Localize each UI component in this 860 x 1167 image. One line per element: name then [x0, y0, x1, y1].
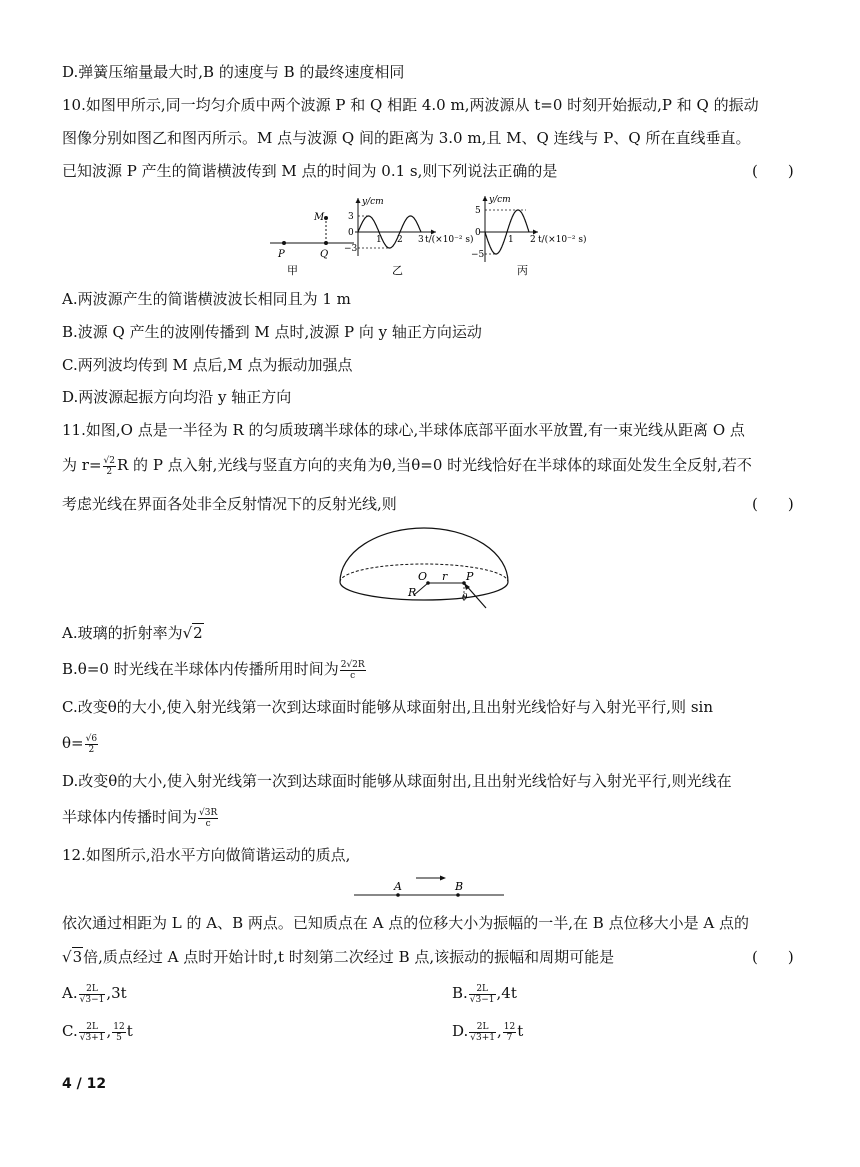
q11-r-frac-den: 2 — [106, 466, 113, 477]
q12-option-c-num2: 12 — [113, 1021, 125, 1032]
q12-figure — [354, 872, 506, 900]
q12-option-d-den2: 7 — [506, 1032, 513, 1043]
q12-stem3-text: 倍,质点经过 A 点时开始计时,t 时刻第二次经过 B 点,该振动的振幅和周期可能是 — [83, 948, 615, 966]
bing-tick-0: 0 — [475, 228, 481, 238]
q12-sqrt3-radicand: 3 — [72, 948, 83, 966]
q10-option-d: D.两波源起振方向均沿 y 轴正方向 — [62, 388, 292, 406]
q12-option-a-tail: ,3t — [106, 984, 127, 1002]
q10-option-a: A.两波源产生的简谐横波波长相同且为 1 m — [62, 290, 351, 308]
yi-t-tick-2: 2 — [397, 235, 403, 245]
q12-option-b-tail: ,4t — [496, 984, 517, 1002]
q11-option-d-text: 半球体内传播时间为 — [62, 808, 198, 826]
label-b: B — [455, 880, 464, 893]
q12-option-c-tail: t — [126, 1022, 133, 1040]
q11-option-d-fraction — [198, 808, 218, 829]
label-r-radius: R — [408, 586, 417, 599]
q10-option-b: B.波源 Q 产生的波刚传播到 M 点时,波源 P 向 y 轴正方向运动 — [62, 323, 482, 341]
q12-option-a-fraction — [79, 984, 106, 1005]
q12-option-c-den2: 5 — [116, 1032, 122, 1043]
q11-stem-line2 — [62, 455, 752, 477]
q11-r-fraction — [103, 456, 116, 477]
q11-stem-line3: 考虑光线在界面各处非全反射情况下的反射光线,则 — [62, 495, 397, 513]
page-number: 4 / 12 — [62, 1076, 107, 1092]
label-q: Q — [320, 249, 329, 260]
q10-answer-paren: ( ) — [752, 162, 794, 180]
point-p — [282, 241, 286, 245]
label-o: O — [418, 570, 428, 583]
q10-stem-line2: 图像分别如图乙和图丙所示。M 点与波源 Q 间的距离为 3.0 m,且 M、Q 连线与 P、Q 所在直线垂直。 — [62, 129, 751, 147]
q11-option-c-line2 — [62, 733, 99, 755]
q12-option-d-fraction — [469, 1022, 496, 1043]
q11-option-c-line1: C.改变θ的大小,使入射光线第一次到达球面时能够从球面射出,且出射光线恰好与入射光平行,则 sin — [62, 698, 713, 716]
q11-option-b-fraction — [340, 660, 366, 681]
bing-y-axis-label: y/cm — [489, 195, 511, 205]
figure-jia — [270, 212, 354, 277]
bing-t-tick-2: 2 — [530, 235, 536, 245]
q12-answer-paren: ( ) — [752, 948, 794, 966]
q11-option-d-line2 — [62, 807, 219, 829]
q11-stem2-prefix: 为 r= — [62, 456, 102, 474]
q11-option-a-sqrt: √2 — [182, 624, 203, 642]
q11-option-d-den: c — [205, 818, 211, 829]
q12-option-c-den: √3+1 — [79, 1032, 105, 1043]
q11-option-a-radicand: 2 — [193, 624, 203, 642]
q11-option-c-fraction — [85, 734, 98, 755]
direction-arrow-icon — [440, 876, 446, 881]
q12-option-b-num: 2L — [469, 984, 496, 995]
q11-option-b — [62, 659, 367, 681]
q10-stem-line1: 10.如图甲所示,同一均匀介质中两个波源 P 和 Q 相距 4.0 m,两波源从 t=0 时刻开始振动,P 和 Q 的振动 — [62, 96, 759, 114]
q10-stem-line3: 已知波源 P 产生的简谐横波传到 M 点的时间为 0.1 s,则下列说法正确的是 — [62, 162, 558, 180]
yi-tick-0: 0 — [348, 228, 354, 238]
q12-option-a-letter: A. — [62, 984, 78, 1002]
q11-option-d-num: √3R — [199, 807, 218, 818]
q10-option-c: C.两列波均传到 M 点后,M 点为振动加强点 — [62, 356, 353, 374]
caption-bing: 丙 — [517, 264, 528, 277]
q12-option-d-num: 2L — [469, 1022, 496, 1033]
label-p: P — [466, 570, 474, 583]
q12-option-c: C. $\frac{2L}{√3+1}$ , $\frac{12}{5}$ t — [62, 1021, 133, 1043]
q12-option-b-letter: B. — [452, 984, 468, 1002]
q12-option-c-letter: C. — [62, 1022, 78, 1040]
bing-t-tick-1: 1 — [508, 235, 514, 245]
point-q — [324, 241, 328, 245]
q11-option-b-num: 2√2R — [340, 659, 365, 670]
q11-option-c-num: √6 — [85, 733, 98, 744]
q12-stem-line1: 12.如图所示,沿水平方向做简谐运动的质点, — [62, 846, 351, 864]
bing-tick-neg5: −5 — [471, 250, 485, 260]
q11-option-a-text: A.玻璃的折射率为 — [62, 624, 183, 642]
q12-option-a-num: 2L — [79, 984, 106, 995]
label-a: A — [394, 880, 402, 893]
figure-yi-chart — [344, 197, 474, 277]
q12-option-d-tail: t — [517, 1022, 524, 1040]
q12-option-d-fraction2 — [503, 1022, 516, 1043]
q11-stem-line1: 11.如图,O 点是一半径为 R 的匀质玻璃半球体的球心,半球体底部平面水平放置,有一束光线从距离 O 点 — [62, 421, 745, 439]
q12-option-c-fraction — [79, 1022, 106, 1043]
q12-option-b-fraction — [469, 984, 496, 1005]
q11-option-c-den: 2 — [88, 744, 95, 755]
yi-tick-3: 3 — [348, 212, 354, 222]
q11-option-a — [62, 623, 204, 643]
q12-option-b-den: √3−1 — [469, 994, 495, 1005]
caption-yi: 乙 — [392, 264, 403, 277]
bing-tick-5: 5 — [475, 206, 481, 216]
caption-jia: 甲 — [287, 264, 298, 277]
yi-t-tick-1: 1 — [376, 235, 382, 245]
label-theta: θ — [462, 593, 468, 603]
q12-option-b — [452, 983, 517, 1005]
q12-option-d-num2: 12 — [503, 1021, 516, 1032]
q11-option-d-line1: D.改变θ的大小,使入射光线第一次到达球面时能够从球面射出,且出射光线恰好与入射光平行,则光线在 — [62, 772, 732, 790]
point-m — [324, 216, 328, 220]
q12-option-d: D. $\frac{2L}{√3+1}$ , $\frac{12}{7}$ t — [452, 1021, 524, 1043]
q12-option-c-num: 2L — [79, 1022, 106, 1033]
label-r-small: r — [442, 570, 448, 583]
q11-hemisphere-figure — [336, 522, 512, 612]
q11-r-frac-num: √2 — [103, 455, 115, 466]
q12-option-a-den: √3−1 — [79, 994, 105, 1005]
q12-option-d-letter: D. — [452, 1022, 469, 1040]
q12-sqrt3: √3 — [62, 948, 83, 966]
q12-option-d-den: √3+1 — [470, 1032, 495, 1043]
q12-option-a — [62, 983, 127, 1005]
label-m: M — [314, 212, 325, 223]
figure-bing-chart — [471, 195, 587, 277]
q11-option-b-text: B.θ=0 时光线在半球体内传播所用时间为 — [62, 660, 339, 678]
q11-stem2-suffix: R 的 P 点入射,光线与竖直方向的夹角为θ,当θ=0 时光线恰好在半球体的球面处发生全反射,若不 — [116, 456, 752, 474]
q9-option-d: D.弹簧压缩量最大时,B 的速度与 B 的最终速度相同 — [62, 63, 405, 81]
q11-option-b-den: c — [350, 670, 356, 681]
yi-y-axis-label: y/cm — [362, 197, 384, 207]
q12-option-c-fraction2 — [112, 1022, 125, 1043]
q11-answer-paren: ( ) — [752, 495, 794, 513]
yi-t-tick-3: 3 — [418, 235, 424, 245]
bing-t-axis-label: t/(×10⁻² s) — [538, 235, 587, 245]
yi-tick-neg3: −3 — [344, 244, 358, 254]
label-p: P — [278, 249, 285, 260]
q12-stem-line2: 依次通过相距为 L 的 A、B 两点。已知质点在 A 点的位移大小为振幅的一半,在 B 点位移大小是 A 点的 — [62, 914, 749, 932]
q11-option-c-text: θ= — [62, 734, 84, 752]
q10-figure — [262, 194, 607, 280]
yi-t-axis-label: t/(×10⁻² s) — [425, 235, 474, 245]
q12-stem-line3 — [62, 947, 614, 967]
